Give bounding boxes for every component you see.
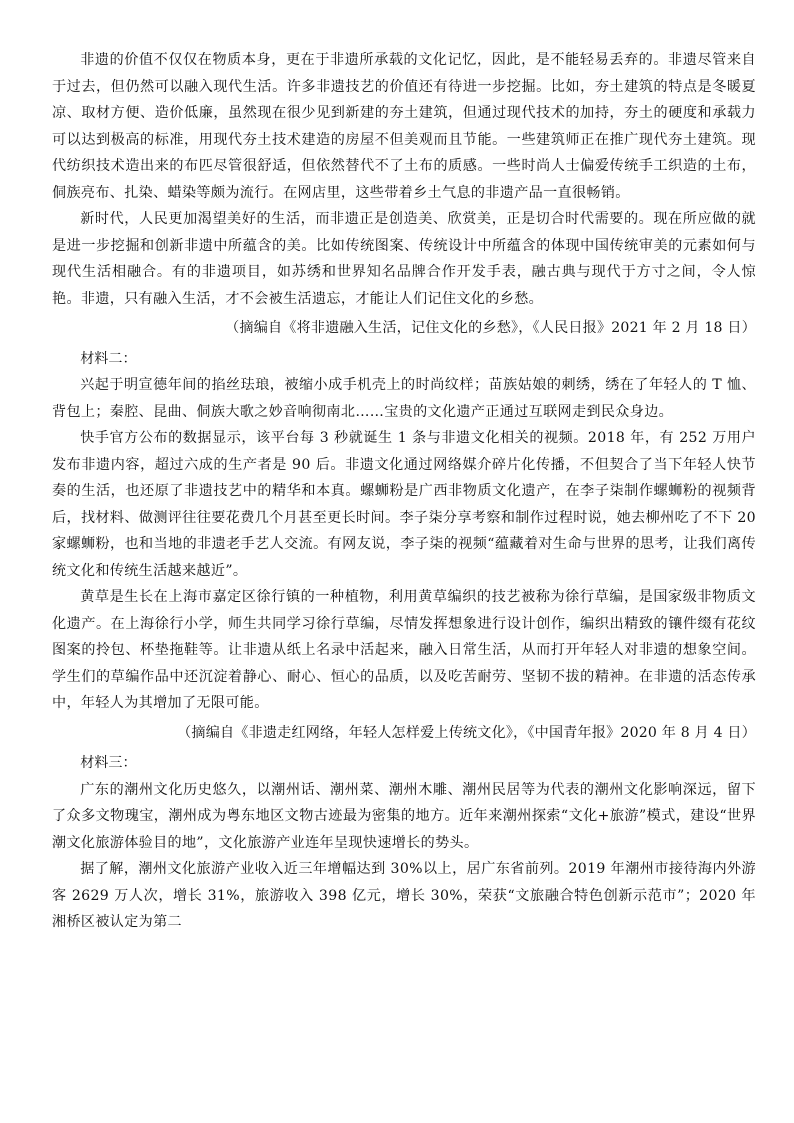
material3-paragraph-2: 据了解，潮州文化旅游产业收入近三年增幅达到 30%以上，居广东省前列。2019 年潮州市接待海内外游客 2629 万人次，增长 31%，旅游收入 398 亿元，增长 30%，荣获“文旅融合特色创新示范市”；2020 年湘桥区被认定为第二 bbox=[52, 861, 756, 930]
material2-paragraph-1: 兴起于明宣德年间的掐丝珐琅，被缩小成手机壳上的时尚纹样；苗族姑娘的刺绣，绣在了年轻人的 T 恤、背包上；秦腔、昆曲、侗族大歌之妙音响彻南北……宝贵的文化遗产正通过互联网走到民众身边。 bbox=[52, 377, 756, 420]
document-body bbox=[52, 47, 756, 936]
material2-heading: 材料二： bbox=[80, 350, 137, 367]
material2-paragraph-2: 快手官方公布的数据显示，该平台每 3 秒就诞生 1 条与非遗文化相关的视频。2018 年，有 252 万用户发布非遗内容，超过六成的生产者是 90 后。非遗文化通过网络媒介碎片化传播，不但契合了当下年轻人快节奏的生活，也还原了非遗技艺中的精华和本真。螺蛳粉是广西非物质文化遗产，在李子柒制作螺蛳粉的视频背后，找材料、做测评往往要花费几个月甚至更长时间。李子柒分享考察和制作过程时说，她去柳州吃了不下 20 家螺蛳粉，也和当地的非遗老手艺人交流。有网友说，李子柒的视频“蕴藏着对生命与世界的思考，让我们离传统文化和传统生活越来越近”。 bbox=[52, 430, 756, 579]
material2-paragraph-3: 黄草是生长在上海市嘉定区徐行镇的一种植物，利用黄草编织的技艺被称为徐行草编，是国家级非物质文化遗产。在上海徐行小学，师生共同学习徐行草编，尽情发挥想象进行设计创作，编织出精致的镶件缀有花纹图案的拎包、杯垫拖鞋等。让非遗从纸上名录中活起来，融入日常生活，从而打开年轻人对非遗的想象空间。学生们的草编作品中还沉淀着静心、耐心、恒心的品质，以及吃苦耐劳、坚韧不拔的精神。在非遗的活态传承中，年轻人为其增加了无限可能。 bbox=[52, 589, 756, 711]
material2-source-citation: （摘编自《非遗走红网络，年轻人怎样爱上传统文化》，《中国青年报》2020 年 8 月 4 日） bbox=[177, 724, 756, 741]
material1-paragraph-1: 非遗的价值不仅仅在物质本身，更在于非遗所承载的文化记忆，因此，是不能轻易丢弃的。非遗尽管来自于过去，但仍然可以融入现代生活。许多非遗技艺的价值还有待进一步挖掘。比如，夯土建筑的特点是冬暖夏凉、取材方便、造价低廉，虽然现在很少见到新建的夯土建筑，但通过现代技术的加持，夯土的硬度和承载力可以达到极高的标准，用现代夯土技术建造的房屋不但美观而且节能。一些建筑师正在推广现代夯土建筑。现代纺织技术造出来的布匹尽管很舒适，但依然替代不了土布的质感。一些时尚人士偏爱传统手工织造的土布，侗族亮布、扎染、蜡染等颇为流行。在网店里，这些带着乡土气息的非遗产品一直很畅销。 bbox=[52, 52, 756, 201]
material1-source-citation: （摘编自《将非遗融入生活，记住文化的乡愁》，《人民日报》2021 年 2 月 18 日） bbox=[225, 320, 756, 336]
material1-paragraph-2: 新时代，人民更加渴望美好的生活，而非遗正是创造美、欣赏美，正是切合时代需要的。现在所应做的就是进一步挖掘和创新非遗中所蕴含的美。比如传统图案、传统设计中所蕴含的体现中国传统审美的元素如何与现代生活相融合。有的非遗项目，如苏绣和世界知名品牌合作开发手表，融古典与现代于方寸之间，令人惊艳。非遗，只有融入生活，才不会被生活遗忘，才能让人们记住文化的乡愁。 bbox=[52, 211, 756, 307]
material3-paragraph-1: 广东的潮州文化历史悠久，以潮州话、潮州菜、潮州木雕、潮州民居等为代表的潮州文化影响深远，留下了众多文物瑰宝，潮州成为粤东地区文物古迹最为密集的地方。近年来潮州探索“文化+旅游”模式，建设“世界潮文化旅游体验目的地”，文化旅游产业连年呈现快速增长的势头。 bbox=[52, 781, 756, 851]
material3-heading: 材料三： bbox=[80, 755, 137, 771]
